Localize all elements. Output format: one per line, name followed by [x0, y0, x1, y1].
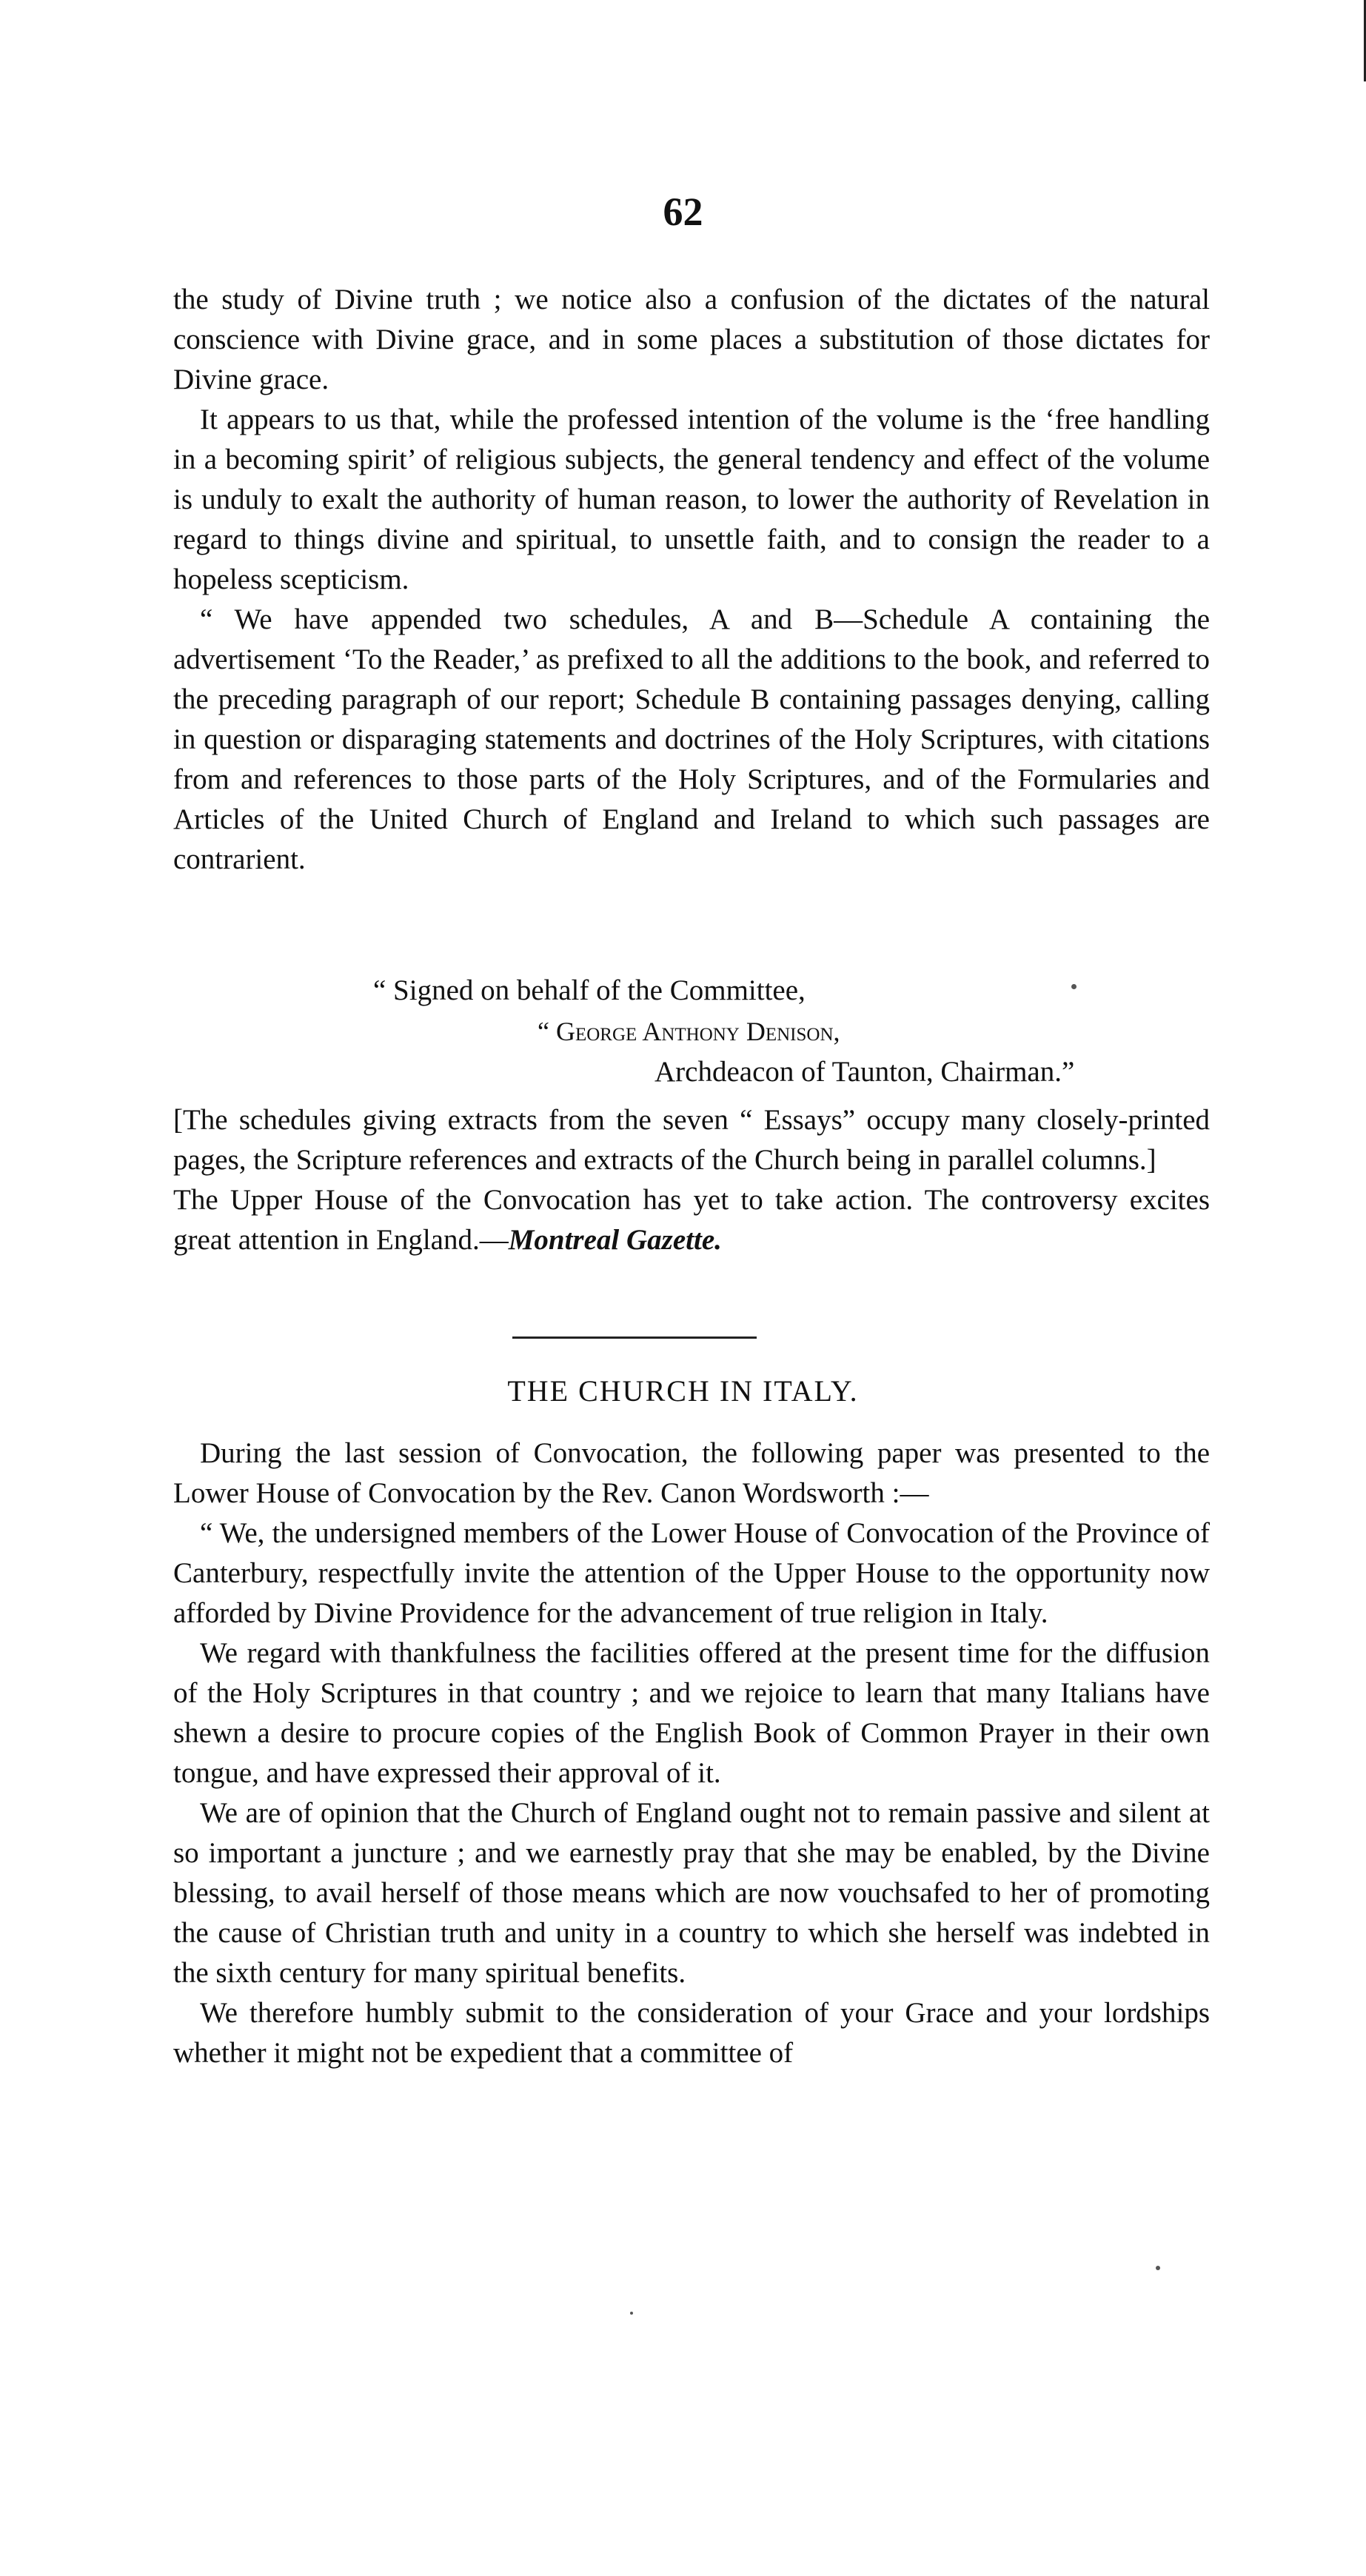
paragraph: We therefore humbly submit to the consideration of your Grace and your lordships whether it might not be expedient that a committee of: [173, 1997, 1210, 2069]
paragraph: We regard with thankfulness the facilities offered at the present time for the diffusion of the Holy Scriptures in that country ; and we rejoice to learn that many Italians have shewn a desire to procure copies of the English Book of Common Prayer in their own tongue, and have expressed their approval of it.: [173, 1637, 1210, 1789]
source-citation: Montreal Gazette.: [508, 1224, 722, 1256]
section-divider: [512, 1336, 757, 1339]
closing-text: The Upper House of the Convocation has yet to take action. The controversy excites great attention in England.—: [173, 1184, 1210, 1256]
signature-title: Archdeacon of Taunton, Chairman.”: [654, 1056, 1075, 1088]
signature-line-1: “ Signed on behalf of the Committee,: [373, 974, 806, 1006]
closing-paragraph: [173, 1180, 1210, 1260]
paragraph: During the last session of Convocation, the following paper was presented to the Lower House of Convocation by the Rev. Canon Wordsworth :—: [173, 1437, 1210, 1509]
paragraph: “ We have appended two schedules, A and B—Schedule A containing the advertisement ‘To the Reader,’ as prefixed to all the additions to the book, and referred to the preceding paragraph of our report; Schedule B containing passages denying, calling in question or disparaging statements and doctrines of the Holy Scriptures, with citations from and references to those parts of the Holy Scriptures, and of the Formularies and Articles of the United Church of England and Ireland to which such passages are contrarient.: [173, 603, 1210, 875]
schedules-note: [173, 1100, 1210, 1260]
paragraph: [The schedules giving extracts from the seven “ Essays” occupy many closely-printed pages, the Scripture references and extracts of the Church being in parallel columns.]: [173, 1104, 1210, 1176]
paragraph: “ We, the undersigned members of the Lower House of Convocation of the Province of Canterbury, respectfully invite the attention of the Upper House to the opportunity now afforded by Divine Providence for the advancement of true religion in Italy.: [173, 1517, 1210, 1629]
page-number: 62: [663, 190, 703, 234]
paragraph: We are of opinion that the Church of England ought not to remain passive and silent at so important a juncture ; and we earnestly pray that she may be enabled, by the Divine blessing, to avail herself of those means which are now vouchsafed to her of promoting the cause of Christian truth and unity in a country to which she herself was indebted in the sixth century for many spiritual benefits.: [173, 1797, 1210, 1989]
signature-name: “ George Anthony Denison,: [538, 1017, 840, 1046]
top-text-block: [173, 280, 1210, 880]
scan-speck: [1071, 984, 1077, 989]
section-heading: THE CHURCH IN ITALY.: [507, 1374, 859, 1408]
scan-speck: [1156, 2266, 1160, 2270]
italy-section-text: [173, 1433, 1210, 2073]
scan-speck: [630, 2312, 633, 2315]
paragraph: It appears to us that, while the professed intention of the volume is the ‘free handling in a becoming spirit’ of religious subjects, the general tendency and effect of the volume is unduly to exalt the authority of human reason, to lower the authority of Revelation in regard to things divine and spiritual, to unsettle faith, and to consign the reader to a hopeless scepticism.: [173, 404, 1210, 595]
paragraph: the study of Divine truth ; we notice also a confusion of the dictates of the natural conscience with Divine grace, and in some places a substitution of those dictates for Divine grace.: [173, 284, 1210, 395]
